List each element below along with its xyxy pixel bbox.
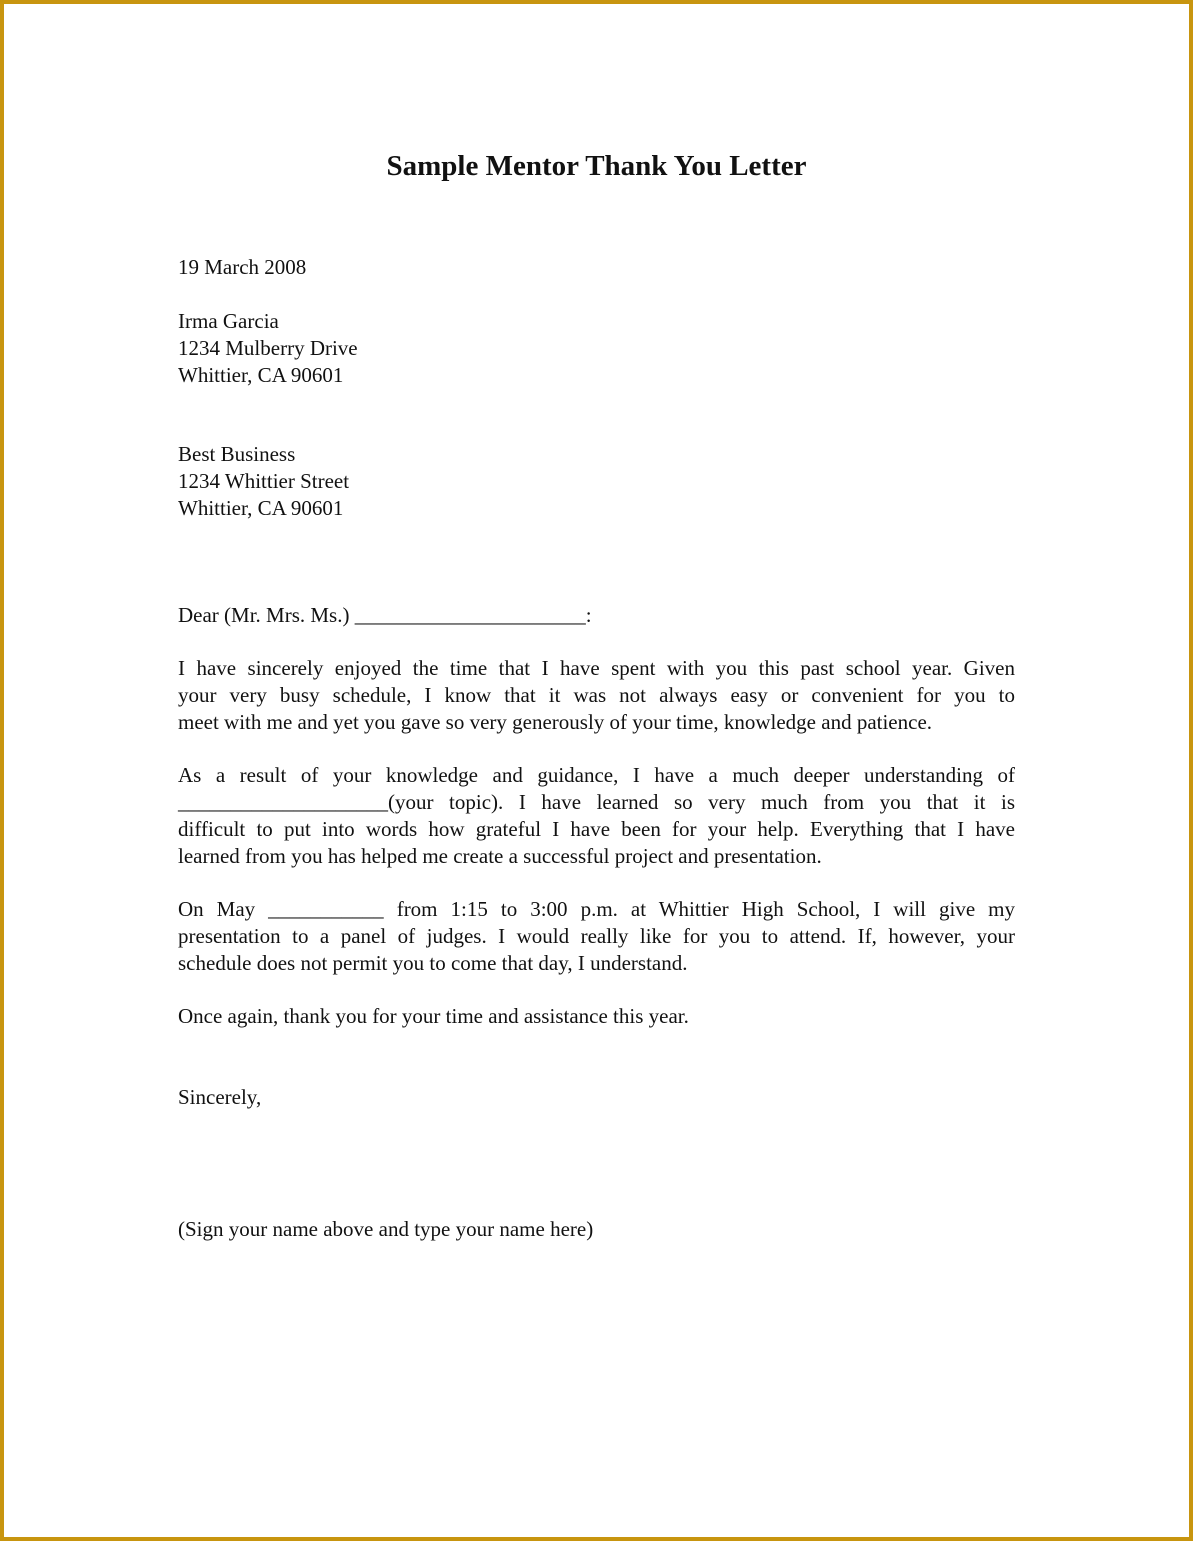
letter-title: Sample Mentor Thank You Letter [386,150,807,182]
closing [178,1084,1015,1111]
sender-name: Irma Garcia [178,309,279,333]
recipient-address [178,441,1015,522]
paragraph-4-text: Once again, thank you for your time and assistance this year. [178,1004,689,1028]
salutation [178,602,1015,629]
closing-text: Sincerely, [178,1085,262,1109]
recipient-name: Best Business [178,442,296,466]
paragraph-3-line: On May ___________ from 1:15 to 3:00 p.m. at Whittier High School, I will give my [178,897,1015,921]
recipient-street: 1234 Whittier Street [178,469,350,493]
paragraph-3-line: presentation to a panel of judges. I would really like for you to attend. If, however, your [178,924,1015,948]
sender-address [178,308,1015,389]
paragraph-2-line: ____________________(your topic). I have learned so very much from you that it is [178,790,1015,814]
paragraph-3 [178,896,1015,977]
paragraph-4 [178,1003,1015,1030]
paragraph-2 [178,762,1015,870]
paragraph-1 [178,655,1015,736]
paragraph-1-line: your very busy schedule, I know that it was not always easy or convenient for you to [178,683,1015,707]
paragraph-1-line: meet with me and yet you gave so very generously of your time, knowledge and patience. [178,710,933,734]
salutation-text: Dear (Mr. Mrs. Ms.) ______________________: [178,603,592,627]
paragraph-2-line: As a result of your knowledge and guidance, I have a much deeper understanding of [178,763,1015,787]
paragraph-2-line: difficult to put into words how grateful I have been for your help. Everything that I have [178,817,1015,841]
paragraph-3-line: schedule does not permit you to come that day, I understand. [178,951,688,975]
sender-city: Whittier, CA 90601 [178,363,344,387]
paragraph-1-line: I have sincerely enjoyed the time that I have spent with you this past school year. Given [178,656,1015,680]
paragraph-2-line: learned from you has helped me create a successful project and presentation. [178,844,822,868]
date-text: 19 March 2008 [178,255,307,279]
sender-street: 1234 Mulberry Drive [178,336,358,360]
signature-note [178,1216,1015,1243]
recipient-city: Whittier, CA 90601 [178,496,344,520]
signature-note-text: (Sign your name above and type your name here) [178,1217,594,1241]
letter-date [178,254,1015,281]
